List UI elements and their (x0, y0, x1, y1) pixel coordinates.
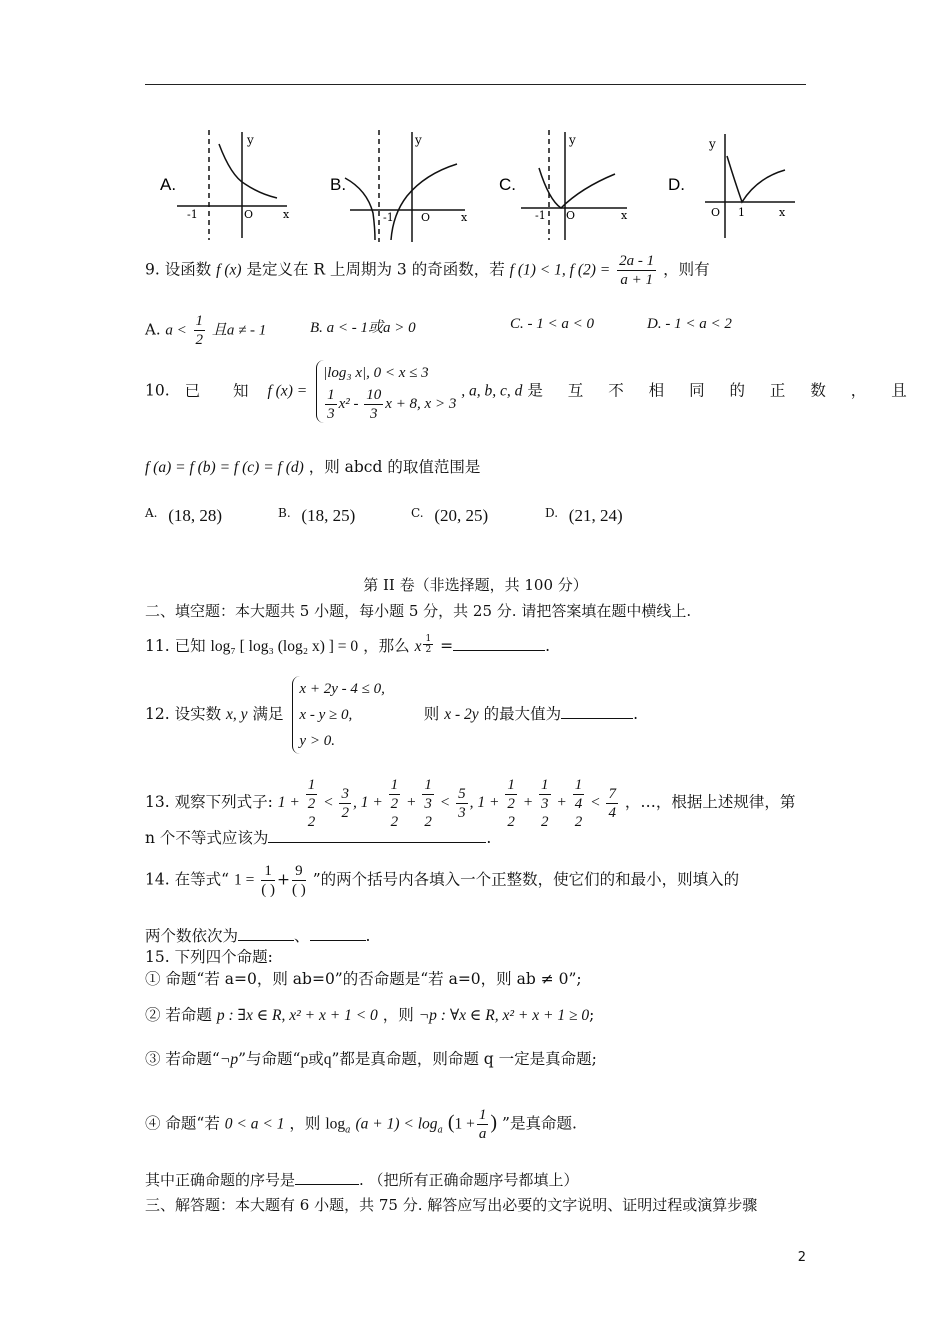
q10-equalities: f (a) = f (b) = f (c) = f (d) (145, 459, 304, 476)
q15-p4-end: ”是真命题. (502, 1114, 577, 1133)
q14-post: ”的两个括号内各填入一个正整数，使它们的和最小，则填入的 (312, 870, 740, 889)
q12-constraints (292, 676, 384, 754)
q11-exp-num: 1 (425, 634, 432, 644)
graph-c-neg1: -1 (535, 209, 546, 222)
q11-end: . (545, 637, 551, 655)
q10-case2-num1: 1 (327, 387, 335, 403)
q9-choice-a-label: A. (145, 320, 161, 339)
q12-satisfy: 满足 (252, 705, 284, 723)
q13-pre: 13. 观察下列式子: (145, 793, 273, 812)
q10-piecewise (316, 360, 456, 423)
q12-constraint-1: x + 2y - 4 ≤ 0, (299, 681, 385, 697)
q12-answer-blank[interactable] (561, 702, 633, 719)
q11-pre: 11. 已知 (145, 637, 206, 655)
q12-constraint-2: x - y ≥ 0, (299, 707, 353, 723)
q10-choice-d-value: (21, 24) (568, 506, 623, 525)
q12-vars: x, y (226, 706, 248, 723)
q10-case2-den2: 3 (370, 406, 378, 422)
q9-choice-a-frac-den: 2 (195, 332, 204, 348)
q10-choice-d[interactable] (545, 506, 623, 526)
graph-d-origin: O (711, 206, 721, 219)
q9-stem-a: 9. 设函数 (145, 260, 212, 279)
graph-c-y-label: y (569, 133, 576, 147)
q14-frac2-den: ( ) (292, 882, 306, 898)
q10-choice-a-value: (18, 28) (168, 506, 223, 525)
graph-b-label: B. (330, 175, 347, 194)
q15-correct-note: . （把所有正确命题序号都填上） (359, 1171, 579, 1189)
q12-then: 则 (423, 705, 440, 723)
page-number: 2 (797, 1250, 806, 1265)
section-2-title: 第 II 卷（非选择题，共 100 分） (363, 576, 588, 594)
question-11 (145, 634, 550, 658)
q15-title: 15. 下列四个命题: (145, 948, 273, 966)
q10-known: 已 知 (184, 381, 263, 400)
graph-d-one: 1 (738, 206, 745, 219)
q13-line-2 (145, 826, 491, 849)
q14-frac2-num: 9 (292, 862, 306, 881)
q11-exponent (423, 634, 433, 655)
q9-condition: f (1) < 1, f (2) = (509, 261, 611, 279)
question-10 (145, 360, 917, 423)
graph-b-origin: O (421, 211, 431, 224)
q9-choice-a-frac-num: 1 (195, 313, 204, 329)
q14-answer-blank-1[interactable] (238, 924, 294, 941)
q15-p3-end: ”都是真命题，则命题 q 一定是真命题; (331, 1050, 597, 1068)
q14-frac-2 (292, 862, 306, 899)
q10-number: 10. (145, 381, 170, 400)
q14-frac1-den: ( ) (261, 882, 276, 898)
q15-proposition-4: ④ 命题“若 0 < a < 1 ，则 $\log_a (a + 1) < \log_a (1$ + $\frac{1}{a}$ ) ”是真命题. (145, 1107, 577, 1142)
q12-end: . (633, 705, 639, 723)
graph-c-origin: O (566, 209, 576, 222)
q9-choice-a[interactable] (145, 312, 266, 349)
q15-p3-mid: ”与命题“ (238, 1050, 301, 1068)
q10-choice-b-value: (18, 25) (301, 506, 356, 525)
q15-proposition-1: ① 命题“若 a=0，则 ab=0”的否命题是“若 a=0，则 ab ≠ 0”; (145, 970, 582, 988)
q9-stem-c: ，则有 (663, 260, 710, 279)
q10-choice-c[interactable] (411, 506, 488, 526)
q13-line2-text: n 个不等式应该为 (145, 829, 269, 847)
question-13 (145, 776, 795, 831)
q14-one: 1 = (233, 871, 255, 889)
section-2-intro: 二、填空题：本大题共 5 小题，每小题 5 分，共 25 分. 请把答案填在题中横线上. (145, 602, 692, 620)
graph-d-x-label: x (779, 206, 786, 219)
q14-pre: 14. 在等式“ (145, 870, 230, 889)
q10-choice-c-value: (20, 25) (434, 506, 489, 525)
q11-mid: ，那么 (363, 637, 410, 655)
q10-case2-num2: 10 (366, 387, 382, 403)
q10-line-2 (145, 456, 480, 479)
q15-p2-mid: ，则 (382, 1006, 414, 1024)
q9-stem-b: 是定义在 R 上周期为 3 的奇函数，若 (246, 260, 505, 279)
q15-p2-math-2: ¬p : ∀x ∈ R, x² + x + 1 ≥ 0 (418, 1007, 590, 1024)
q9-choice-d[interactable]: D. - 1 < a < 2 (647, 316, 732, 332)
q15-p4-log-1: log (325, 1115, 346, 1133)
q9-choice-c[interactable]: C. - 1 < a < 0 (510, 316, 594, 332)
q10-case2-frac2 (364, 386, 383, 423)
q15-p4-condition: 0 < a < 1 (224, 1115, 285, 1133)
graph-a-label: A. (160, 175, 177, 194)
q15-p2-math-1: p : ∃x ∈ R, x² + x + 1 < 0 (216, 1007, 378, 1024)
q10-choice-c-label: C. (411, 506, 424, 520)
q15-p2-pre: ② 若命题 (145, 1006, 212, 1024)
q13-end: . (486, 829, 492, 847)
option-graphs (145, 118, 806, 250)
q14-separator: 、 (294, 927, 310, 945)
graph-a (177, 130, 287, 240)
q10-range-question: ，则 abcd 的取值范围是 (308, 458, 481, 476)
q10-fx: f (x) = (267, 382, 308, 400)
q15-p4-frac-den: a (478, 1126, 487, 1142)
graph-b (345, 130, 465, 242)
q15-proposition-2 (145, 1004, 594, 1027)
q15-p4-frac (477, 1106, 489, 1143)
q12-pre: 12. 设实数 (145, 705, 222, 723)
q10-case2-den1: 3 (327, 406, 335, 422)
graph-d (705, 134, 795, 238)
q11-equation: log₇ [ log₃ (log₂ x) ] = 0 (210, 638, 359, 655)
q14-end: . (365, 927, 371, 945)
q15-p3-not-p: ¬p (219, 1051, 239, 1068)
q11-answer-blank[interactable] (453, 634, 545, 651)
graph-b-x-label: x (461, 211, 468, 224)
graph-a-origin: O (244, 208, 254, 221)
q10-choice-b[interactable] (278, 506, 355, 526)
q15-p4-pre: ④ 命题“若 (145, 1114, 220, 1133)
q13-post: ，…，根据上述规律，第 (624, 793, 796, 812)
q14-frac1-num: 1 (261, 862, 275, 881)
q15-p2-end: ; (589, 1006, 595, 1024)
question-12 (145, 676, 638, 754)
q11-exp-den: 2 (425, 645, 432, 655)
graph-d-y-label: y (709, 137, 716, 151)
q11-equals: = (440, 637, 454, 655)
q9-fraction (617, 252, 656, 289)
graph-d-label: D. (668, 175, 685, 194)
q14-answer-blank-2[interactable] (310, 924, 366, 941)
q9-choice-b[interactable]: B. a < - 1或a > 0 (310, 320, 416, 336)
q15-proposition-3 (145, 1048, 597, 1071)
q9-fx: f (x) (216, 261, 242, 279)
q10-case-2 (323, 386, 456, 423)
q12-target: x - 2y (444, 706, 479, 723)
q14-line2-text: 两个数依次为 (145, 927, 239, 945)
q9-frac-den: a + 1 (620, 272, 653, 288)
q10-vars: , a, b, c, d (461, 382, 523, 400)
q12-post: 的最大值为 (483, 705, 562, 723)
q9-choice-a-post: 且a ≠ - 1 (211, 322, 267, 339)
q14-frac-1 (261, 862, 275, 899)
q9-choice-a-frac (194, 312, 206, 349)
graph-a-x-label: x (283, 208, 290, 221)
question-9 (145, 252, 710, 289)
q14-line-2 (145, 924, 370, 947)
q13-answer-blank[interactable] (268, 826, 486, 843)
q10-case2-post: x + 8, x > 3 (385, 395, 457, 412)
q10-case2-frac1 (325, 386, 337, 423)
q15-answer-line (145, 1168, 579, 1191)
q15-p4-frac-num: 1 (478, 1107, 487, 1123)
q10-choice-b-label: B. (278, 506, 291, 520)
graph-a-y-label: y (247, 133, 254, 147)
q10-tail: 是 互 不 相 同 的 正 数 ， 且 (527, 381, 917, 400)
q15-answer-blank[interactable] (295, 1168, 359, 1185)
q11-expr: x (414, 638, 422, 655)
q15-p4-log-2: (a + 1) < log (355, 1115, 438, 1133)
q13-inequalities: 1 + 1 2 2 < $\frac{3}{2}$ , 1 + 1 2 2 + 1 3 2 < $\frac{5}{3}$ , 1 + 1 2 2 + 1 3 2 + 1 4 2 < $\frac{7}{4}$ (277, 777, 616, 830)
graph-b-neg1: -1 (383, 211, 394, 224)
section-3-intro: 三、解答题：本大题有 6 小题，共 75 分. 解答应写出必要的文字说明、证明过程或演算步骤 (145, 1196, 758, 1214)
q10-choice-a-label: A. (145, 506, 158, 520)
q10-choice-d-label: D. (545, 506, 559, 520)
q15-p4-one-plus: 1 + (454, 1115, 475, 1133)
graph-b-y-label: y (415, 133, 422, 147)
graph-a-neg1: -1 (187, 208, 198, 221)
header-rule (145, 84, 806, 85)
q15-p4-mid: ，则 (289, 1114, 321, 1133)
q10-case-1: |log₃ x|, 0 < x ≤ 3 (323, 365, 429, 381)
q10-choice-a[interactable] (145, 506, 222, 526)
graph-c-label: C. (499, 175, 516, 194)
question-14: 14. 在等式“ 1 = $\frac{1}{( )}$ + $\frac{9}{( )}$ ”的两个括号内各填入一个正整数，使它们的和最小，则填入的 (145, 863, 740, 898)
q12-constraint-3: y > 0. (299, 733, 335, 749)
q10-case2-pre: x² - (338, 395, 359, 412)
q9-choice-a-pre: a < (165, 322, 187, 339)
q15-p3-pre: ③ 若命题“ (145, 1050, 220, 1068)
q15-p3-p-or-q: p或q (300, 1051, 332, 1068)
q15-correct-label: 其中正确命题的序号是 (145, 1171, 296, 1189)
graph-c-x-label: x (621, 209, 628, 222)
q9-frac-num: 2a - 1 (619, 253, 655, 269)
